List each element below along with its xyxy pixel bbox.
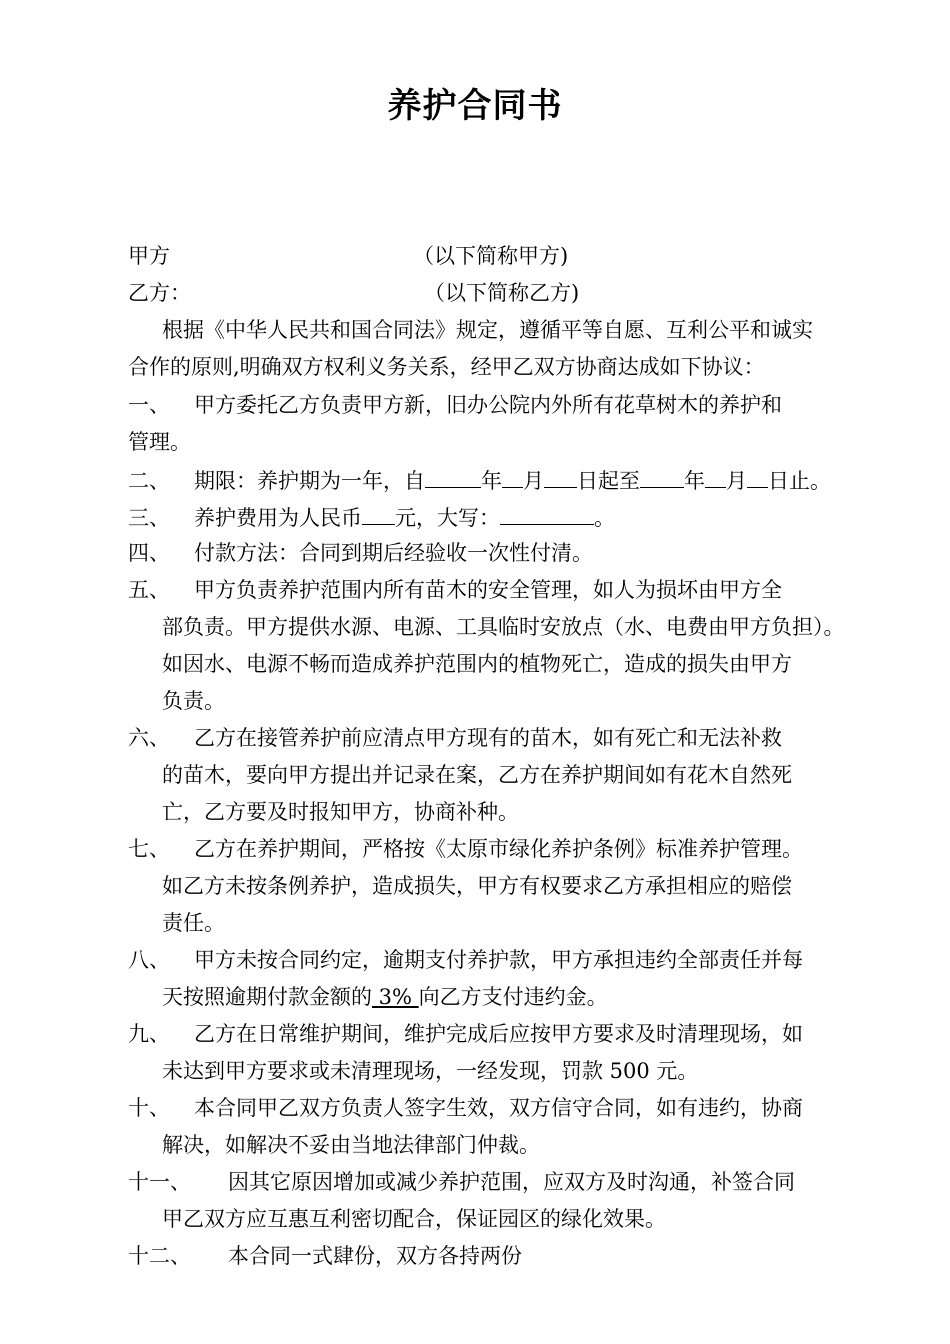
clause-1	[128, 391, 782, 419]
clause-text: 本合同一式肆份，双方各持两份	[228, 1244, 522, 1268]
clause-11-cont: 甲乙双方应互惠互利密切配合，保证园区的绿化效果。	[162, 1207, 666, 1231]
clause-1-cont: 管理。	[128, 430, 191, 454]
page-title: 养护合同书	[387, 86, 563, 126]
period: 。	[594, 506, 615, 530]
clause-9-cont: 未达到甲方要求或未清理现场，一经发现，罚款 500 元。	[162, 1059, 699, 1083]
end-year-blank[interactable]	[640, 465, 684, 488]
party-a-note: （以下简称甲方)	[413, 244, 569, 268]
clause-number: 二、	[128, 469, 170, 493]
clause-number: 八、	[128, 948, 170, 972]
year-label: 年	[481, 469, 502, 493]
year-label: 年	[684, 469, 705, 493]
clause-7-cont-2: 责任。	[162, 911, 225, 935]
fee-capital-blank[interactable]	[500, 502, 594, 525]
fee-text: 养护费用为人民币	[194, 506, 362, 530]
clause-text: 甲方委托乙方负责甲方新，旧办公院内外所有花草树木的养护和	[194, 393, 782, 417]
clause-11	[128, 1168, 795, 1196]
end-day-blank[interactable]	[747, 465, 768, 488]
party-b-line	[128, 279, 579, 307]
clause-text: 甲方负责养护范围内所有苗木的安全管理，如人为损坏由甲方全	[194, 578, 782, 602]
end-month-blank[interactable]	[705, 465, 726, 488]
penalty-text-end: 向乙方支付违约金。	[418, 985, 608, 1009]
clause-6-cont-2: 亡，乙方要及时报知甲方，协商补种。	[162, 800, 519, 824]
clause-number: 四、	[128, 541, 170, 565]
clause-8	[128, 946, 803, 974]
month-label: 月	[726, 469, 747, 493]
clause-text: 付款方法：合同到期后经验收一次性付清。	[194, 541, 593, 565]
start-year-blank[interactable]	[425, 465, 481, 488]
penalty-rate: 3%	[372, 985, 419, 1009]
clause-text: 本合同甲乙双方负责人签字生效，双方信守合同，如有违约，协商	[194, 1096, 803, 1120]
clause-number: 六、	[128, 726, 170, 750]
clause-9	[128, 1020, 803, 1048]
clause-8-cont	[162, 983, 608, 1011]
intro-line-2: 合作的原则,明确双方权利义务关系，经甲乙双方协商达成如下协议：	[128, 355, 765, 379]
month-label: 月	[523, 469, 544, 493]
clause-6	[128, 724, 782, 752]
party-a-line	[128, 242, 568, 270]
clause-6-cont-1: 的苗木，要向甲方提出并记录在案，乙方在养护期间如有花木自然死	[162, 763, 792, 787]
penalty-text-start: 天按照逾期付款金额的	[162, 985, 372, 1009]
clause-5	[128, 576, 782, 604]
start-day-blank[interactable]	[544, 465, 577, 488]
clause-text: 乙方在接管养护前应清点甲方现有的苗木，如有死亡和无法补救	[194, 726, 782, 750]
clause-5-cont-3: 负责。	[162, 689, 225, 713]
fee-capital-label: 元，大写：	[395, 506, 500, 530]
clause-number: 五、	[128, 578, 170, 602]
fee-amount-blank[interactable]	[362, 502, 395, 525]
clause-number: 十二、	[128, 1244, 191, 1268]
intro-line-1: 根据《中华人民共和国合同法》规定，遵循平等自愿、互利公平和诚实	[162, 318, 813, 342]
party-b-label: 乙方：	[128, 281, 191, 305]
clause-4	[128, 539, 593, 567]
clause-number: 十、	[128, 1096, 170, 1120]
clause-text: 因其它原因增加或减少养护范围，应双方及时沟通，补签合同	[228, 1170, 795, 1194]
clause-number: 三、	[128, 506, 170, 530]
party-a-label: 甲方	[128, 244, 170, 268]
clause-text: 乙方在养护期间，严格按《太原市绿化养护条例》标准养护管理。	[194, 837, 803, 861]
clause-number: 一、	[128, 393, 170, 417]
start-month-blank[interactable]	[502, 465, 523, 488]
term-text-start: 期限：养护期为一年，自	[194, 469, 425, 493]
clause-5-cont-1: 部负责。甲方提供水源、电源、工具临时安放点（水、电费由甲方负担）。	[162, 615, 845, 639]
clause-7-cont-1: 如乙方未按条例养护，造成损失，甲方有权要求乙方承担相应的赔偿	[162, 874, 792, 898]
clause-2	[128, 465, 831, 495]
clause-12	[128, 1242, 522, 1270]
party-b-note: （以下简称乙方)	[424, 281, 580, 305]
clause-text: 甲方未按合同约定，逾期支付养护款，甲方承担违约全部责任并每	[194, 948, 803, 972]
clause-5-cont-2: 如因水、电源不畅而造成养护范围内的植物死亡，造成的损失由甲方	[162, 652, 792, 676]
clause-number: 九、	[128, 1022, 170, 1046]
clause-number: 十一、	[128, 1170, 191, 1194]
day-end-label: 日止。	[768, 469, 831, 493]
clause-7	[128, 835, 803, 863]
clause-number: 七、	[128, 837, 170, 861]
clause-text: 乙方在日常维护期间，维护完成后应按甲方要求及时清理现场，如	[194, 1022, 803, 1046]
clause-10	[128, 1094, 803, 1122]
clause-10-cont: 解决，如解决不妥由当地法律部门仲裁。	[162, 1133, 540, 1157]
day-until-label: 日起至	[577, 469, 640, 493]
clause-3	[128, 502, 615, 532]
